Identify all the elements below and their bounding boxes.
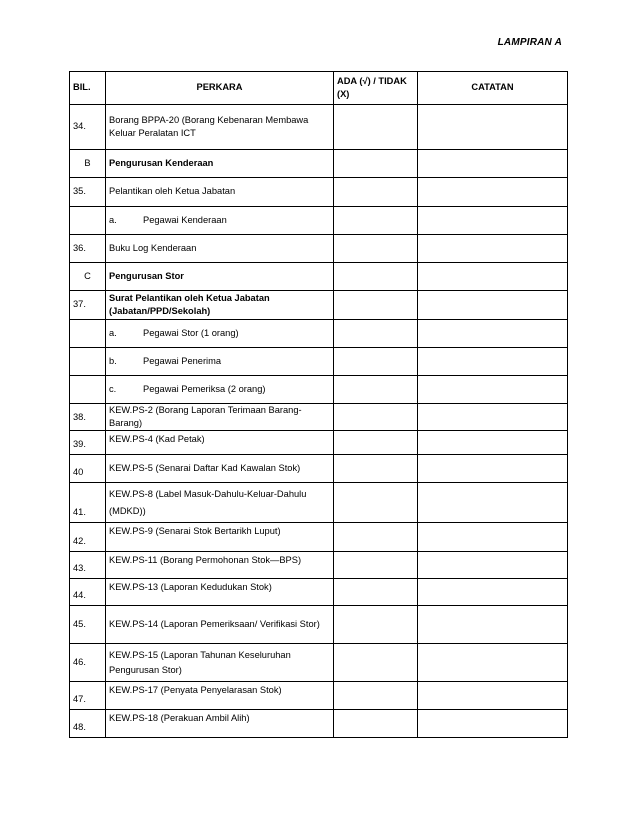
row-catatan-cell[interactable] <box>418 235 568 263</box>
row-catatan-cell[interactable] <box>418 455 568 483</box>
row-catatan-cell[interactable] <box>418 404 568 431</box>
section-letter: C <box>70 263 106 291</box>
row-ada-cell[interactable] <box>334 606 418 644</box>
row-catatan-cell[interactable] <box>418 710 568 738</box>
sub-item-marker: c. <box>109 383 117 394</box>
row-bil: 34. <box>70 105 106 150</box>
section-letter: B <box>70 150 106 178</box>
row-bil: 47. <box>70 682 106 710</box>
row-ada-cell[interactable] <box>334 455 418 483</box>
row-bil: 48. <box>70 710 106 738</box>
sub-item-marker: a. <box>109 214 117 225</box>
row-ada-cell[interactable] <box>334 291 418 320</box>
row-ada-cell[interactable] <box>334 483 418 523</box>
lampiran-label: LAMPIRAN A <box>497 37 562 48</box>
table-row <box>70 682 568 710</box>
row-ada-cell[interactable] <box>334 552 418 579</box>
row-perkara: Pelantikan oleh Ketua Jabatan <box>106 178 334 207</box>
sub-item-label: Pegawai Penerima <box>143 355 222 366</box>
row-bil: 44. <box>70 579 106 606</box>
row-catatan-cell[interactable] <box>418 207 568 235</box>
col-header-perkara: PERKARA <box>106 72 334 105</box>
table-row <box>70 483 568 523</box>
table-row <box>70 291 568 320</box>
col-header-catatan: CATATAN <box>418 72 568 105</box>
row-perkara <box>106 320 334 348</box>
section-row <box>70 150 568 178</box>
row-bil <box>70 376 106 404</box>
sub-item-label: Pegawai Pemeriksa (2 orang) <box>143 383 266 394</box>
row-catatan-cell[interactable] <box>418 552 568 579</box>
row-bil: 40 <box>70 455 106 483</box>
table-row <box>70 579 568 606</box>
row-bil: 46. <box>70 644 106 682</box>
row-catatan-cell[interactable] <box>418 150 568 178</box>
row-catatan-cell[interactable] <box>418 263 568 291</box>
row-ada-cell[interactable] <box>334 431 418 455</box>
row-catatan-cell[interactable] <box>418 606 568 644</box>
sub-item-marker: a. <box>109 327 117 338</box>
row-perkara: KEW.PS-5 (Senarai Daftar Kad Kawalan Stok) <box>106 455 334 483</box>
row-bil: 43. <box>70 552 106 579</box>
row-catatan-cell[interactable] <box>418 431 568 455</box>
row-perkara: KEW.PS-2 (Borang Laporan Terimaan Barang-Barang) <box>106 404 334 431</box>
row-catatan-cell[interactable] <box>418 105 568 150</box>
row-perkara <box>106 348 334 376</box>
row-ada-cell[interactable] <box>334 376 418 404</box>
table-row <box>70 348 568 376</box>
row-perkara <box>106 207 334 235</box>
section-row <box>70 263 568 291</box>
row-bil: 45. <box>70 606 106 644</box>
row-ada-cell[interactable] <box>334 178 418 207</box>
row-bil: 39. <box>70 431 106 455</box>
row-perkara: KEW.PS-11 (Borang Permohonan Stok—BPS) <box>106 552 334 579</box>
row-bil: 37. <box>70 291 106 320</box>
row-ada-cell[interactable] <box>334 235 418 263</box>
sub-item-label: Pegawai Stor (1 orang) <box>143 327 239 338</box>
row-ada-cell[interactable] <box>334 682 418 710</box>
row-catatan-cell[interactable] <box>418 579 568 606</box>
row-perkara: KEW.PS-14 (Laporan Pemeriksaan/ Verifikasi Stor) <box>106 606 334 644</box>
row-perkara <box>106 376 334 404</box>
row-catatan-cell[interactable] <box>418 644 568 682</box>
col-header-bil: BIL. <box>70 72 106 105</box>
table-row <box>70 552 568 579</box>
row-perkara: KEW.PS-4 (Kad Petak) <box>106 431 334 455</box>
row-catatan-cell[interactable] <box>418 348 568 376</box>
table-row <box>70 431 568 455</box>
row-bil: 35. <box>70 178 106 207</box>
table-row <box>70 523 568 552</box>
table-row <box>70 178 568 207</box>
table-row <box>70 235 568 263</box>
row-ada-cell[interactable] <box>334 579 418 606</box>
table-row <box>70 404 568 431</box>
row-bil <box>70 207 106 235</box>
row-ada-cell[interactable] <box>334 320 418 348</box>
row-perkara: KEW.PS-18 (Perakuan Ambil Alih) <box>106 710 334 738</box>
row-bil: 36. <box>70 235 106 263</box>
row-ada-cell[interactable] <box>334 710 418 738</box>
row-catatan-cell[interactable] <box>418 178 568 207</box>
row-perkara: Surat Pelantikan oleh Ketua Jabatan (Jabatan/PPD/Sekolah) <box>106 291 334 320</box>
row-bil <box>70 320 106 348</box>
row-bil: 41. <box>70 483 106 523</box>
row-ada-cell[interactable] <box>334 404 418 431</box>
table-row <box>70 376 568 404</box>
sub-item-label: Pegawai Kenderaan <box>143 214 227 225</box>
table-row <box>70 710 568 738</box>
row-catatan-cell[interactable] <box>418 523 568 552</box>
row-catatan-cell[interactable] <box>418 376 568 404</box>
table-header-row <box>70 72 568 105</box>
section-title: Pengurusan Stor <box>106 263 334 291</box>
table-row <box>70 320 568 348</box>
row-perkara: KEW.PS-9 (Senarai Stok Bertarikh Luput) <box>106 523 334 552</box>
sub-item-marker: b. <box>109 355 117 366</box>
table-row <box>70 207 568 235</box>
row-perkara: KEW.PS-17 (Penyata Penyelarasan Stok) <box>106 682 334 710</box>
row-bil <box>70 348 106 376</box>
table-row <box>70 644 568 682</box>
row-ada-cell[interactable] <box>334 644 418 682</box>
row-ada-cell[interactable] <box>334 523 418 552</box>
row-catatan-cell[interactable] <box>418 291 568 320</box>
row-perkara: Buku Log Kenderaan <box>106 235 334 263</box>
row-catatan-cell[interactable] <box>418 320 568 348</box>
row-catatan-cell[interactable] <box>418 682 568 710</box>
row-ada-cell[interactable] <box>334 150 418 178</box>
col-header-ada: ADA (√) / TIDAK (X) <box>334 72 418 105</box>
row-ada-cell[interactable] <box>334 263 418 291</box>
checklist-table <box>69 71 568 738</box>
row-bil: 42. <box>70 523 106 552</box>
table-row <box>70 105 568 150</box>
row-bil: 38. <box>70 404 106 431</box>
table-row <box>70 455 568 483</box>
table-row <box>70 606 568 644</box>
row-ada-cell[interactable] <box>334 207 418 235</box>
row-perkara: KEW.PS-8 (Label Masuk-Dahulu-Keluar-Dahulu (MDKD)) <box>106 483 334 523</box>
row-ada-cell[interactable] <box>334 348 418 376</box>
section-title: Pengurusan Kenderaan <box>106 150 334 178</box>
row-perkara: KEW.PS-15 (Laporan Tahunan Keseluruhan Pengurusan Stor) <box>106 644 334 682</box>
row-perkara: KEW.PS-13 (Laporan Kedudukan Stok) <box>106 579 334 606</box>
row-perkara: Borang BPPA-20 (Borang Kebenaran Membawa Keluar Peralatan ICT <box>106 105 334 150</box>
row-catatan-cell[interactable] <box>418 483 568 523</box>
row-ada-cell[interactable] <box>334 105 418 150</box>
